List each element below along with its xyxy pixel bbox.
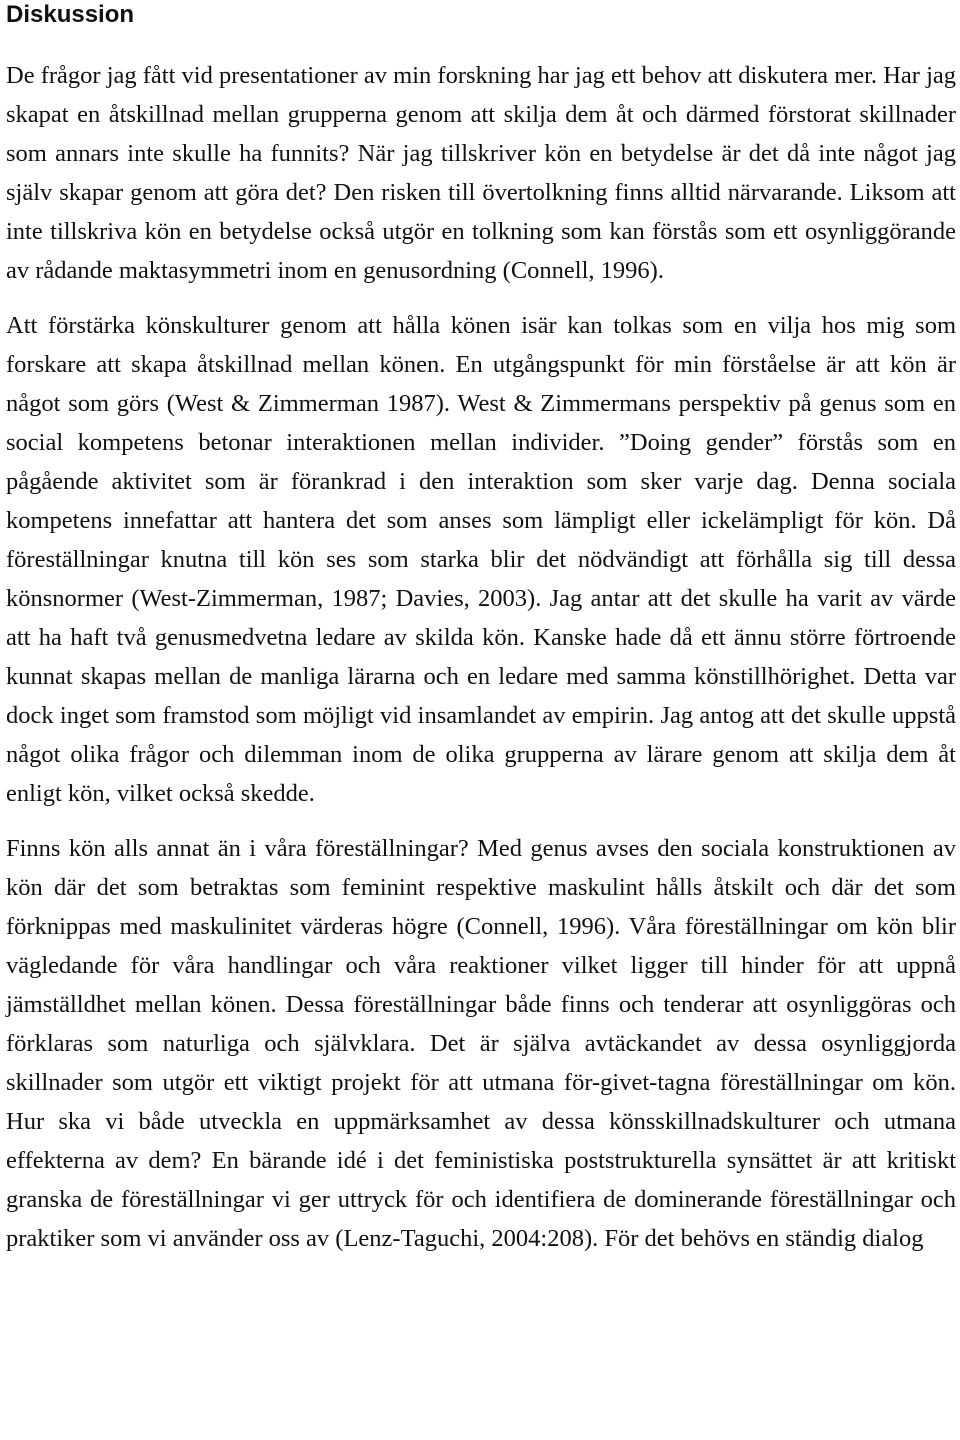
document-page: [6, 0, 956, 1258]
paragraph-2: Att förstärka könskulturer genom att hålla könen isär kan tolkas som en vilja hos mig som forskare att skapa åtskillnad mellan könen. En utgångspunkt för min förståelse är att kön är något som görs (West & Zimmerman 1987). West & Zimmermans perspektiv på genus som en social kompetens betonar interaktionen mellan individer. ”Doing gender” förstås som en pågående aktivitet som är förankrad i den interaktion som sker varje dag. Denna sociala kompetens innefattar att hantera det som anses som lämpligt eller ickelämpligt för kön. Då föreställningar knutna till kön ses som starka blir det nödvändigt att förhålla sig till dessa könsnormer (West-Zimmerman, 1987; Davies, 2003). Jag antar att det skulle ha varit av värde att ha haft två genusmedvetna ledare av skilda kön. Kanske hade då ett ännu större förtroende kunnat skapas mellan de manliga lärarna och en ledare med samma könstillhörighet. Detta var dock inget som framstod som möjligt vid insamlandet av empirin. Jag antog att det skulle uppstå något olika frågor och dilemman inom de olika grupperna av lärare genom att skilja dem åt enligt kön, vilket också skedde.: [6, 312, 956, 807]
paragraph-1: De frågor jag fått vid presentationer av min forskning har jag ett behov att diskutera mer. Har jag skapat en åtskillnad mellan grupperna genom att skilja dem åt och därmed förstorat skillnader som annars inte skulle ha funnits? När jag tillskriver kön en betydelse är det då inte något jag själv skapar genom att göra det? Den risken till övertolkning finns alltid närvarande. Liksom att inte tillskriva kön en betydelse också utgör en tolkning som kan förstås som ett osynliggörande av rådande maktasymmetri inom en genusordning (Connell, 1996).: [6, 62, 956, 284]
paragraph-3: Finns kön alls annat än i våra föreställningar? Med genus avses den sociala konstruktionen av kön där det som betraktas som feminint respektive maskulint hålls åtskilt och där det som förknippas med maskulinitet värderas högre (Connell, 1996). Våra föreställningar om kön blir vägledande för våra handlingar och våra reaktioner vilket ligger till hinder för att uppnå jämställdhet mellan könen. Dessa föreställningar både finns och tenderar att osynliggöras och förklaras som naturliga och självklara. Det är själva avtäckandet av dessa osynliggjorda skillnader som utgör ett viktigt projekt för att utmana för-givet-tagna föreställningar om kön. Hur ska vi både utveckla en uppmärksamhet av dessa könsskillnadskulturer och utmana effekterna av dem? En bärande idé i det feministiska poststrukturella synsättet är att kritiskt granska de föreställningar vi ger uttryck för och identifiera de dominerande föreställningar och praktiker som vi använder oss av (Lenz-Taguchi, 2004:208). För det behövs en ständig dialog: [6, 835, 956, 1252]
section-heading: Diskussion: [6, 1, 135, 28]
